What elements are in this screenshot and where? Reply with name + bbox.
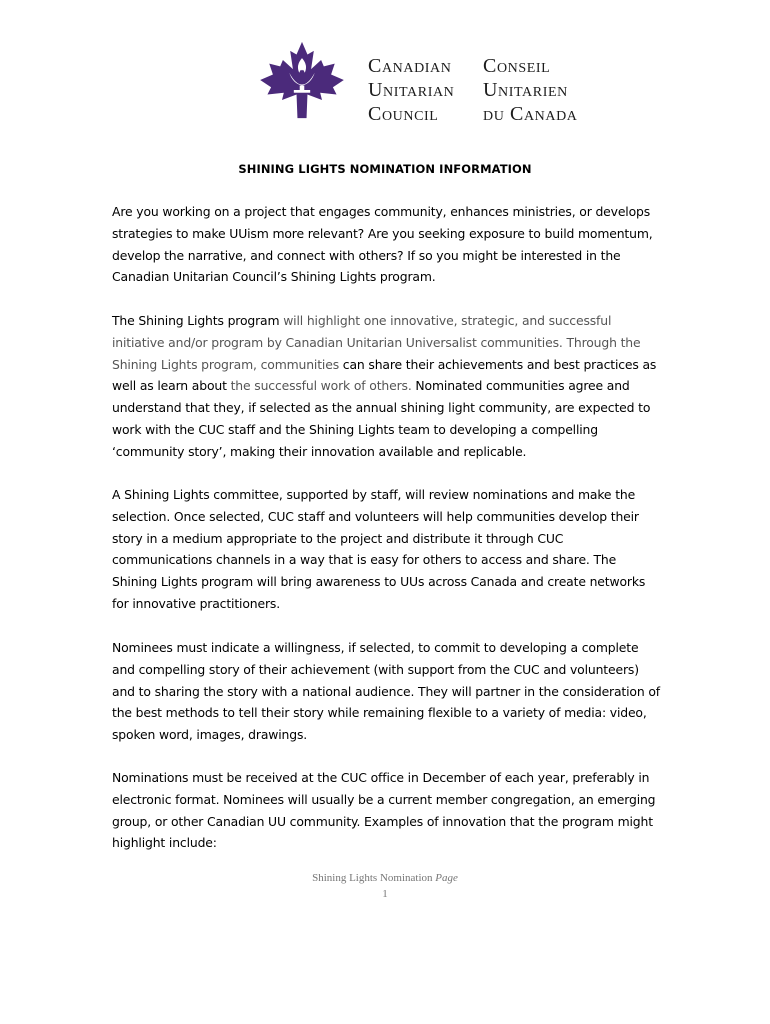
maple-leaf-chalice-icon [256,40,348,120]
org-name-line: Council [368,103,439,125]
text-run-muted: will highlight one innovative, strategic, and successful initiative and/or program by Canadian Unitarian Universalist communities. Through the Shining Lights program, communities [112,313,641,372]
org-name-line: du Canada [483,103,578,125]
paragraph-program [112,310,660,463]
org-name-english [368,54,454,126]
footer-page-word: Page [435,872,458,884]
letterhead [256,40,596,124]
page-footer [0,870,770,902]
org-name-line: Canadian [368,55,452,77]
text-run: can share their achievements and best practices as well as learn about [112,356,657,394]
footer-label-line [0,870,770,886]
document-title: SHINING LIGHTS NOMINATION INFORMATION [238,162,532,176]
paragraph-deadline: Nominations must be received at the CUC office in December of each year, preferably in electronic format. Nominees will usually be a current member congregation, an emerging group, or other Canadian UU community. Examples of innovation that the program might highlight include: [112,770,656,851]
footer-label: Shining Lights Nomination [312,872,433,884]
org-name-line: Conseil [483,55,551,77]
paragraph-nominees: Nominees must indicate a willingness, if selected, to commit to developing a complete and compelling story of their achievement (with support from the CUC and volunteers) and to sharing the story with a national audience. They will partner in the consideration of the best methods to tell their story while remaining flexible to a variety of media: video, spoken word, images, drawings. [112,640,660,743]
org-name-french [483,54,578,126]
paragraph-committee: A Shining Lights committee, supported by staff, will review nominations and make the selection. Once selected, CUC staff and volunteers will help communities develop their story in a medium appropriate to the project and distribute it through CUC communications channels in a way that is easy for others to access and share. The Shining Lights program will bring awareness to UUs across Canada and create networks for innovative practitioners. [112,487,646,611]
org-name-line: Unitarien [483,79,568,101]
org-name-line: Unitarian [368,79,455,101]
page-number: 1 [382,888,388,900]
paragraph-intro: Are you working on a project that engages community, enhances ministries, or develops strategies to make UUism more relevant? Are you seeking exposure to build momentum, develop the narrative, and connect with others? If so you might be interested in the Canadian Unitarian Council’s Shining Lights program. [112,204,653,285]
text-run: The Shining Lights program [112,313,284,328]
text-run: Nominated communities agree and understand that they, if selected as the annual shining light community, are expected to work with the CUC staff and the Shining Lights team to developing a compelling ‘community story’, making their innovation available and replicable. [112,378,651,459]
text-run-muted: the successful work of others. [230,378,412,394]
